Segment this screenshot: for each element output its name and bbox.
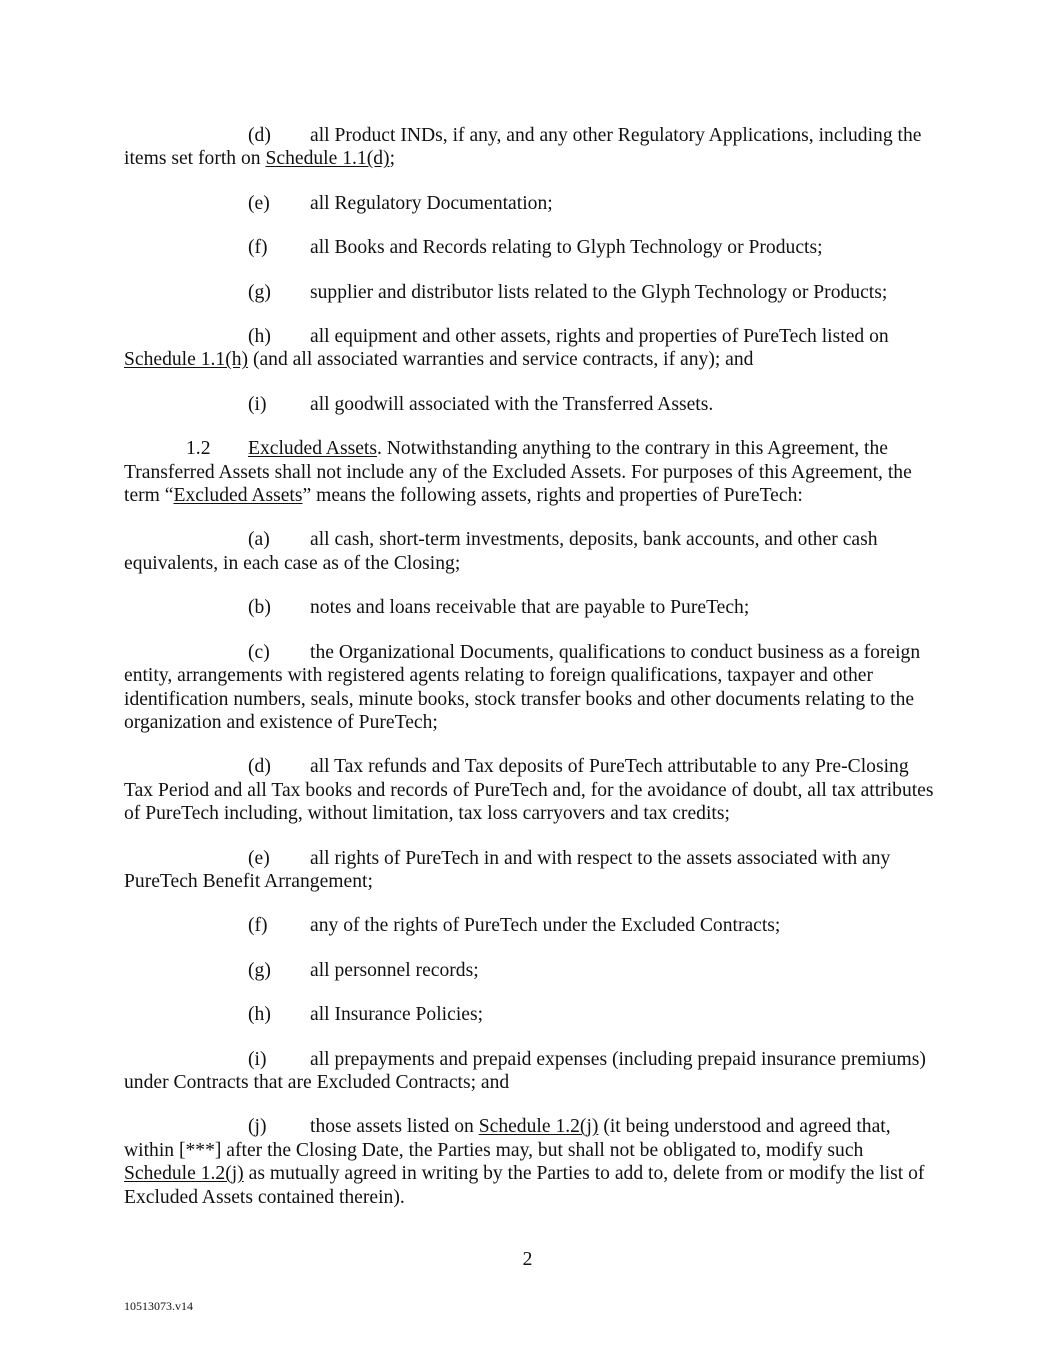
document-page <box>124 124 936 1230</box>
item-label: (c) <box>248 641 270 663</box>
item-label: (e) <box>248 192 270 214</box>
item-label: (e) <box>248 847 270 869</box>
item-label: (i) <box>248 393 267 415</box>
list-item <box>124 755 936 825</box>
item-text: those assets listed on <box>310 1116 479 1138</box>
item-text: supplier and distributor lists related to the Glyph Technology or Products; <box>310 281 888 303</box>
item-text: all prepayments and prepaid expenses (including prepaid insurance premiums) under Contracts that are Excluded Contracts; and <box>124 1048 926 1093</box>
list-item <box>124 914 936 937</box>
section-1-2 <box>124 437 936 507</box>
item-text: all equipment and other assets, rights and properties of PureTech listed on <box>310 326 889 348</box>
item-text: the Organizational Documents, qualifications to conduct business as a foreign entity, arrangements with registered agents relating to foreign qualifications, taxpayer and other identification numbers, seals, minute books, stock transfer books and other documents relating to the organization and existence of PureTech; <box>124 641 921 733</box>
item-text: all Insurance Policies; <box>310 1004 484 1026</box>
document-id: 10513073.v14 <box>124 1299 193 1313</box>
item-label: (j) <box>248 1116 267 1138</box>
item-text: all Regulatory Documentation; <box>310 192 553 214</box>
item-label: (d) <box>248 125 271 146</box>
schedule-reference: Schedule 1.1(d) <box>265 148 390 170</box>
item-text: all Books and Records relating to Glyph Technology or Products; <box>310 237 823 259</box>
list-item <box>124 236 936 259</box>
item-label: (a) <box>248 529 270 551</box>
defined-term: Excluded Assets <box>173 485 303 507</box>
item-text: (and all associated warranties and service contracts, if any); and <box>248 349 754 371</box>
list-item <box>124 124 936 171</box>
item-label: (g) <box>248 959 271 981</box>
item-text: all rights of PureTech in and with respect to the assets associated with any PureTech Benefit Arrangement; <box>124 847 891 892</box>
list-item <box>124 847 936 894</box>
section-heading: Excluded Assets <box>248 438 377 460</box>
item-text: all Product INDs, if any, and any other Regulatory Applications, including the items set forth on <box>124 125 922 170</box>
section-text: ” means the following assets, rights and properties of PureTech: <box>302 485 803 507</box>
item-label: (d) <box>248 756 271 778</box>
list-item <box>124 1048 936 1095</box>
item-label: (f) <box>248 237 268 259</box>
item-text: any of the rights of PureTech under the Excluded Contracts; <box>310 915 781 937</box>
section-number: 1.2 <box>186 438 211 460</box>
schedule-reference: Schedule 1.2(j) <box>478 1116 599 1138</box>
item-text: notes and loans receivable that are payable to PureTech; <box>310 597 750 619</box>
item-label: (h) <box>248 326 271 348</box>
schedule-reference: Schedule 1.2(j) <box>124 1163 244 1185</box>
list-item <box>124 281 936 304</box>
item-text: all cash, short-term investments, deposits, bank accounts, and other cash equivalents, in each case as of the Closing; <box>124 529 878 574</box>
list-item <box>124 959 936 982</box>
list-item <box>124 1003 936 1026</box>
item-label: (f) <box>248 915 268 937</box>
item-text: as mutually agreed in writing by the Parties to add to, delete from or modify the list of Excluded Assets contained therein). <box>124 1163 925 1208</box>
section-text: . Notwithstanding anything to the contrary in this Agreement, the Transferred Assets shall not include any of the Excluded Assets. For purposes of this Agreement, the term “ <box>124 438 912 507</box>
item-label: (h) <box>248 1004 271 1026</box>
item-text: ; <box>389 148 396 170</box>
list-item <box>124 596 936 619</box>
list-item <box>124 1115 936 1209</box>
item-label: (i) <box>248 1048 267 1070</box>
item-label: (g) <box>248 281 271 303</box>
item-label: (b) <box>248 597 271 619</box>
schedule-reference: Schedule 1.1(h) <box>124 349 249 371</box>
item-text: all goodwill associated with the Transferred Assets. <box>310 393 714 415</box>
list-item <box>124 528 936 575</box>
list-item <box>124 325 936 372</box>
list-item <box>124 192 936 215</box>
item-text: (it being understood and agreed that, within [***] after the Closing Date, the Parties may, but shall not be obligated to, modify such <box>124 1116 891 1161</box>
item-text: all Tax refunds and Tax deposits of PureTech attributable to any Pre-Closing Tax Period and all Tax books and records of PureTech and, for the avoidance of doubt, all tax attributes of PureTech including, without limitation, tax loss carryovers and tax credits; <box>124 756 934 825</box>
page-number: 2 <box>522 1249 533 1270</box>
list-item <box>124 393 936 416</box>
list-item <box>124 641 936 735</box>
item-text: all personnel records; <box>310 959 479 981</box>
